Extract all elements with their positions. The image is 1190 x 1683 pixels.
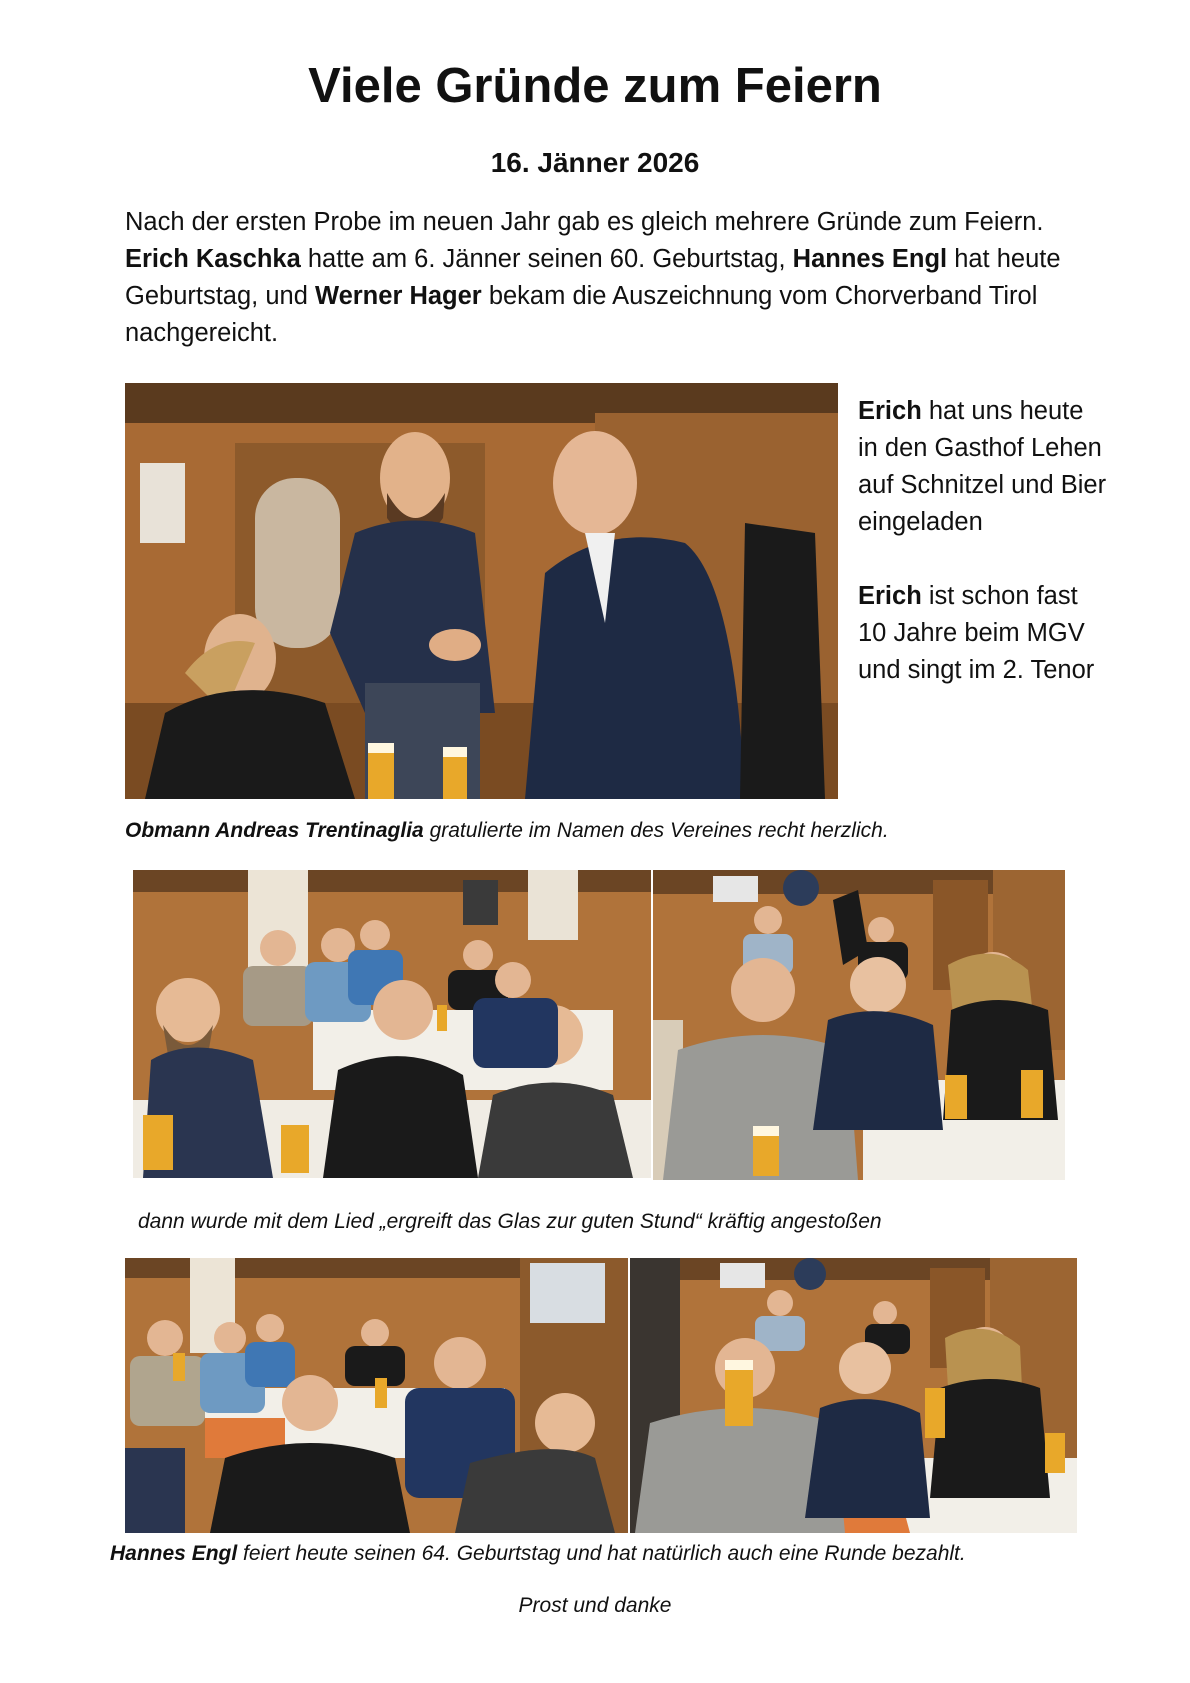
closing-text: Prost und danke <box>518 1594 672 1617</box>
side-text-2: ist schon fast 10 Jahre beim MGV und singt im 2. Tenor <box>858 582 1095 684</box>
intro-name-werner: Werner Hager <box>314 282 482 310</box>
side-text <box>858 393 1108 689</box>
caption-handshake-name: Obmann Andreas Trentinaglia <box>125 819 424 842</box>
side-text-1: hat uns heute in den Gasthof Lehen auf Schnitzel und Bier eingeladen <box>858 397 1107 536</box>
photo-table-left <box>133 870 651 1178</box>
caption-birthday <box>110 1541 966 1567</box>
intro-text-2: hatte am 6. Jänner seinen 60. Geburtstag, <box>300 245 793 273</box>
side-paragraph-2 <box>858 578 1108 689</box>
photo-table-right <box>653 870 1065 1180</box>
photo-handshake <box>125 383 838 799</box>
side-name-2: Erich <box>858 582 922 610</box>
intro-paragraph <box>125 204 1105 352</box>
intro-name-erich: Erich Kaschka <box>125 245 301 273</box>
caption-birthday-text: feiert heute seinen 64. Geburtstag und hat natürlich auch eine Runde bezahlt. <box>237 1542 966 1565</box>
intro-text-4: bekam die Auszeichnung vom Chorverband Tirol nachgereicht. <box>125 282 1038 347</box>
event-date: 16. Jänner 2026 <box>490 147 700 178</box>
side-paragraph-1 <box>858 393 1108 541</box>
intro-text-1: Nach der ersten Probe im neuen Jahr gab es gleich mehrere Gründe zum Feiern. <box>125 208 1044 236</box>
caption-birthday-name: Hannes Engl <box>110 1542 238 1565</box>
photo-toast-left <box>125 1258 628 1533</box>
caption-handshake <box>125 818 889 844</box>
intro-name-hannes: Hannes Engl <box>792 245 948 273</box>
intro-text-3: hat heute Geburtstag, und <box>125 245 1061 310</box>
side-name-1: Erich <box>858 397 922 425</box>
caption-handshake-text: gratulierte im Namen des Vereines recht herzlich. <box>423 819 889 842</box>
photo-toast-right <box>630 1258 1077 1533</box>
caption-toast: dann wurde mit dem Lied „ergreift das Glas zur guten Stund“ kräftig angestoßen <box>138 1210 882 1233</box>
page-title: Viele Gründe zum Feiern <box>308 59 882 113</box>
